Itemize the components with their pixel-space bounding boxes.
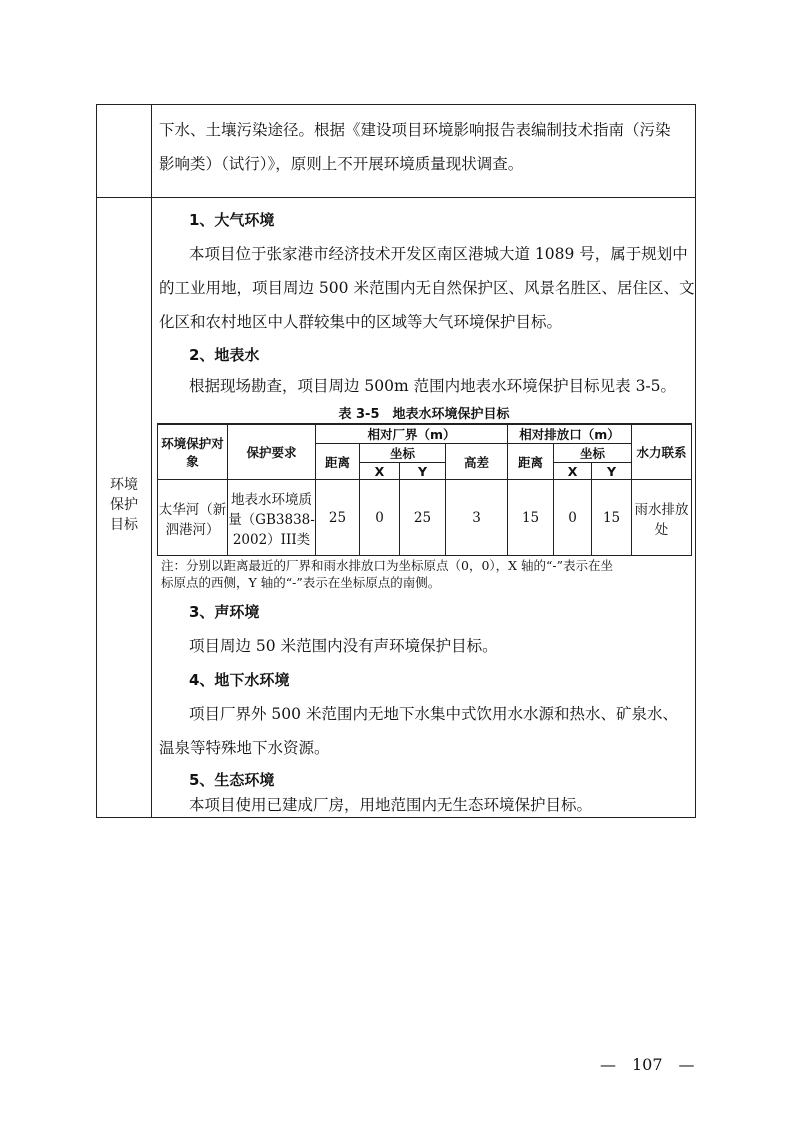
table-caption: 表 3-5 地表水环境保护目标 <box>338 407 510 422</box>
table-row <box>158 480 692 556</box>
heading-groundwater: 4、地下水环境 <box>189 671 290 689</box>
row-divider <box>97 197 695 198</box>
header-object: 环境保护对象 <box>158 424 228 480</box>
text-line: 化区和农村地区中人群较集中的区域等大气环境保护目标。 <box>159 313 563 331</box>
text-line: 项目厂界外 500 米范围内无地下水集中式饮用水水源和热水、矿泉水、 <box>189 705 678 723</box>
heading-air: 1、大气环境 <box>189 211 275 229</box>
text-line: 根据现场勘查，项目周边 500m 范围内地表水环境保护目标见表 3-5。 <box>189 377 677 395</box>
section-label: 环境 保护 目标 <box>110 477 138 533</box>
heading-noise: 3、声环境 <box>189 603 260 621</box>
cell-requirement: 地表水环境质量（GB3838-2002）III类 <box>228 480 316 556</box>
cell-outlet-distance: 15 <box>508 480 554 556</box>
header-requirement: 保护要求 <box>228 424 316 480</box>
header-rel-boundary: 相对厂界（m） <box>316 424 508 444</box>
text-line: 下水、土壤污染途径。根据《建设项目环境影响报告表编制技术指南（污染 <box>159 121 671 139</box>
cell-boundary-x: 0 <box>360 480 400 556</box>
header-x: X <box>360 463 400 480</box>
heading-surface-water: 2、地表水 <box>189 346 260 364</box>
text-line: 影响类）（试行）》，原则上不开展环境质量现状调查。 <box>159 155 524 173</box>
page-number: — 107 — <box>600 1055 695 1074</box>
header-coord: 坐标 <box>360 444 446 463</box>
header-y: Y <box>400 463 446 480</box>
cell-object: 太华河（新泗港河） <box>158 480 228 556</box>
text-line: 的工业用地，项目周边 500 米范围内无自然保护区、风景名胜区、居住区、文 <box>159 279 695 297</box>
protection-text-lower <box>159 595 689 815</box>
header-height: 高差 <box>446 444 508 480</box>
top-section-text <box>159 113 689 181</box>
column-divider <box>151 105 152 817</box>
form-frame <box>96 104 696 818</box>
header-distance: 距离 <box>316 444 360 480</box>
table-note: 注：分别以距离最近的厂界和雨水排放口为坐标原点（0，0），X 轴的“-”表示在坐 标原点的西侧，Y 轴的“-”表示在坐标原点的南侧。 <box>161 558 614 590</box>
header-hydraulic: 水力联系 <box>632 424 692 480</box>
protection-text-upper <box>159 203 695 401</box>
header-rel-outlet: 相对排放口（m） <box>508 424 632 444</box>
text-line: 温泉等特殊地下水资源。 <box>159 739 330 757</box>
surface-water-table <box>157 423 692 556</box>
heading-ecology: 5、生态环境 <box>189 771 275 789</box>
header-coord: 坐标 <box>554 444 632 463</box>
text-line: 本项目位于张家港市经济技术开发区南区港城大道 1089 号，属于规划中 <box>189 245 688 263</box>
cell-outlet-x: 0 <box>554 480 592 556</box>
cell-hydraulic: 雨水排放处 <box>632 480 692 556</box>
cell-outlet-y: 15 <box>592 480 632 556</box>
header-y: Y <box>592 463 632 480</box>
cell-boundary-y: 25 <box>400 480 446 556</box>
header-x: X <box>554 463 592 480</box>
text-line: 本项目使用已建成厂房，用地范围内无生态环境保护目标。 <box>189 796 593 814</box>
header-distance: 距离 <box>508 444 554 480</box>
cell-height-diff: 3 <box>446 480 508 556</box>
cell-boundary-distance: 25 <box>316 480 360 556</box>
text-line: 项目周边 50 米范围内没有声环境保护目标。 <box>189 637 498 655</box>
